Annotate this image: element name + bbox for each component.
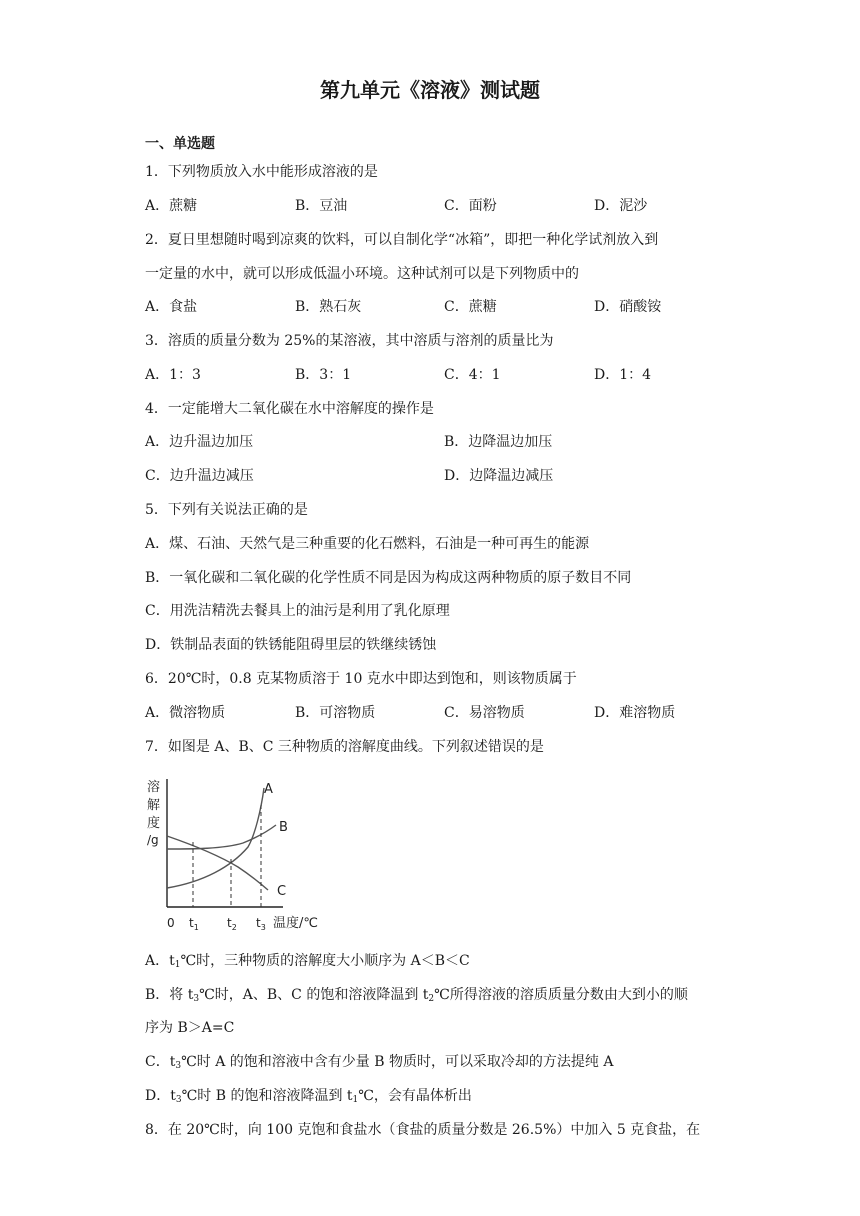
y-label-char-1: 溶	[147, 780, 161, 795]
question-6-stem: 6．20℃时，0.8 克某物质溶于 10 克水中即达到饱和，则该物质属于	[145, 671, 577, 687]
page-title: 第九单元《溶液》测试题	[320, 78, 540, 102]
question-2-stem-line2: 一定量的水中，就可以形成低温小环境。这种试剂可以是下列物质中的	[145, 266, 579, 282]
x-tick-t1: $t_1$	[189, 916, 199, 932]
q4-option-b: B．边降温边加压	[444, 434, 553, 450]
q2-option-c: C．蔗糖	[444, 299, 497, 315]
y-label-char-2: 解	[147, 798, 161, 813]
curve-c	[167, 836, 268, 890]
curve-label-c: C	[277, 884, 287, 899]
question-4-stem: 4．一定能增大二氧化碳在水中溶解度的操作是	[145, 401, 434, 417]
q7-option-b-line2: 序为 B＞A=C	[145, 1020, 235, 1036]
x-tick-t3: $t_3$	[256, 916, 266, 932]
x-origin-label: 0	[167, 916, 175, 930]
x-axis-label: 温度/℃	[273, 916, 318, 931]
q2-option-b: B．熟石灰	[295, 299, 362, 315]
question-1-stem: 1．下列物质放入水中能形成溶液的是	[145, 164, 378, 180]
curve-a	[167, 788, 264, 888]
q3-option-c: C．4：1	[444, 367, 501, 383]
q4-option-d: D．边降温边减压	[444, 468, 554, 484]
y-label-char-4: /g	[147, 833, 159, 847]
q3-option-b: B．3：1	[295, 367, 352, 383]
q7-option-a: A．$t_1℃$时，三种物质的溶解度大小顺序为 A＜B＜C	[145, 953, 470, 970]
q7-option-c: C．$t_3℃$时 A 的饱和溶液中含有少量 B 物质时，可以采取冷却的方法提纯 A	[145, 1054, 614, 1071]
q5-option-a: A．煤、石油、天然气是三种重要的化石燃料，石油是一种可再生的能源	[145, 536, 590, 552]
question-7-stem: 7．如图是 A、B、C 三种物质的溶解度曲线。下列叙述错误的是	[145, 739, 544, 755]
y-label-char-3: 度	[147, 816, 161, 831]
q1-option-d: D．泥沙	[594, 198, 648, 214]
q1-option-b: B．豆油	[295, 198, 348, 214]
q5-option-d: D．铁制品表面的铁锈能阻碍里层的铁继续锈蚀	[145, 637, 437, 653]
q5-option-c: C．用洗洁精洗去餐具上的油污是利用了乳化原理	[145, 603, 450, 619]
question-2-stem-line1: 2．夏日里想随时喝到凉爽的饮料，可以自制化学“冰箱”，即把一种化学试剂放入到	[145, 232, 659, 248]
q7-option-d: D．$t_3℃$时 B 的饱和溶液降温到 $t_1℃$，会有晶体析出	[145, 1088, 472, 1105]
question-8-stem: 8．在 20℃时，向 100 克饱和食盐水（食盐的质量分数是 26.5%）中加入 5 克食盐，在	[145, 1122, 701, 1138]
solubility-curve-figure	[143, 775, 333, 935]
q6-option-c: C．易溶物质	[444, 705, 525, 721]
q2-option-a: A．食盐	[145, 299, 198, 315]
q5-option-b: B．一氧化碳和二氧化碳的化学性质不同是因为构成这两种物质的原子数目不同	[145, 570, 632, 586]
question-5-stem: 5．下列有关说法正确的是	[145, 502, 308, 518]
curve-label-a: A	[264, 782, 273, 797]
q1-option-c: C．面粉	[444, 198, 497, 214]
x-tick-t2: $t_2$	[227, 916, 237, 932]
q6-option-b: B．可溶物质	[295, 705, 376, 721]
q6-option-d: D．难溶物质	[594, 705, 676, 721]
q2-option-d: D．硝酸铵	[594, 299, 662, 315]
q7-option-b-line1: B．将 $t_3℃$时，A、B、C 的饱和溶液降温到 $t_2℃$所得溶液的溶质质量分数由大到小的顺	[145, 987, 688, 1004]
section-heading: 一、单选题	[145, 136, 215, 152]
question-3-stem: 3．溶质的质量分数为 25%的某溶液，其中溶质与溶剂的质量比为	[145, 333, 554, 349]
q4-option-a: A．边升温边加压	[145, 434, 254, 450]
q3-option-d: D．1：4	[594, 367, 652, 383]
q6-option-a: A．微溶物质	[145, 705, 226, 721]
q1-option-a: A．蔗糖	[145, 198, 198, 214]
curve-label-b: B	[279, 820, 288, 835]
curve-b	[167, 825, 276, 849]
q4-option-c: C．边升温边减压	[145, 468, 254, 484]
q3-option-a: A．1：3	[145, 367, 201, 383]
